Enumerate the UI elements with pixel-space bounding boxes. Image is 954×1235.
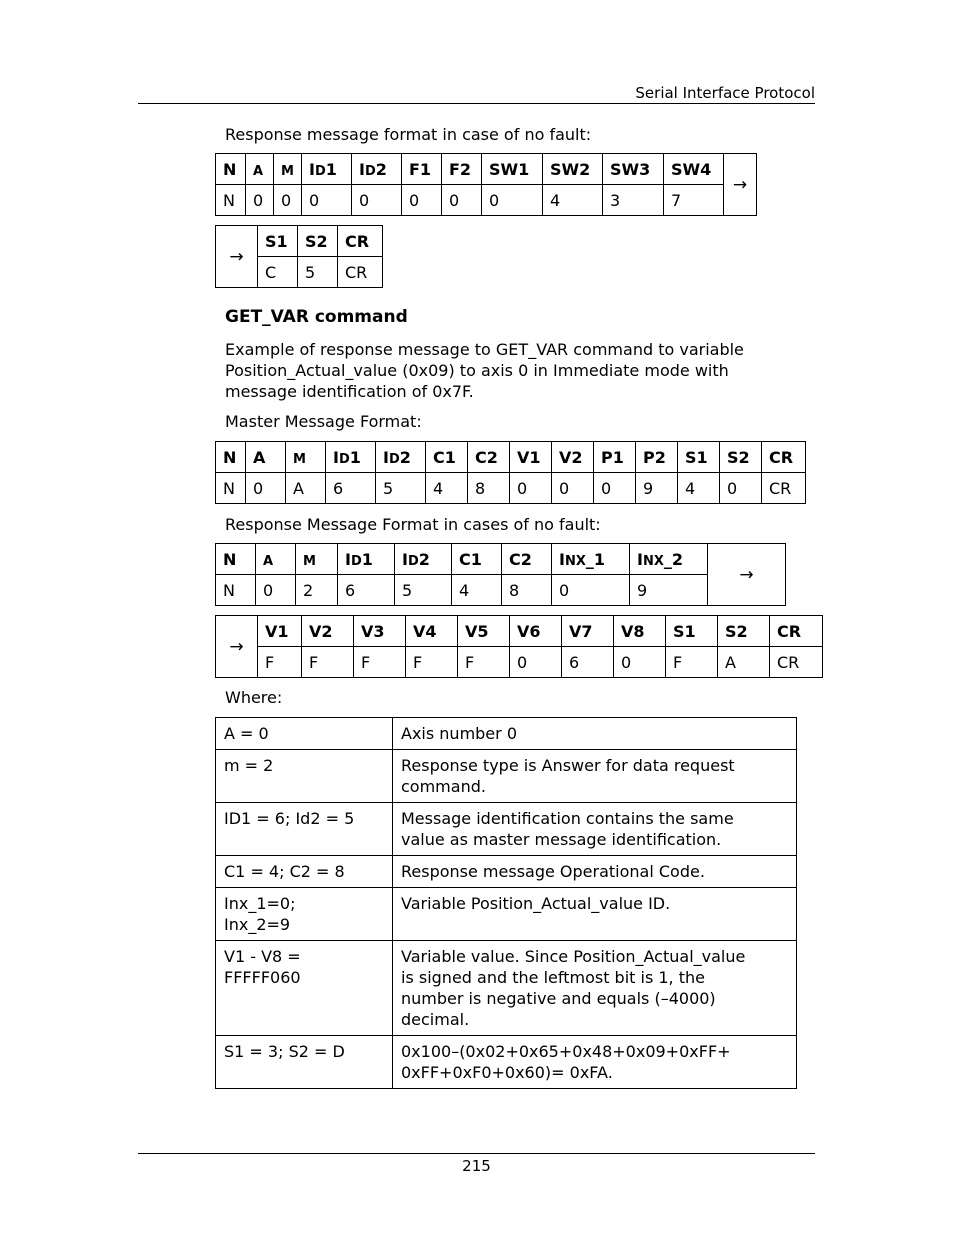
value-cell: 0 (510, 647, 562, 678)
header-cell (352, 154, 402, 185)
description-line: 0xFF+0xF0+0x60)= 0xFA. (401, 1063, 613, 1082)
header-cell: S2 (298, 226, 338, 257)
header-cell (338, 544, 395, 575)
where-row (216, 941, 797, 1036)
header-cell (246, 154, 274, 185)
header-cell (468, 442, 510, 473)
value-cell: 3 (603, 185, 664, 216)
description-line: Message identification contains the same (401, 809, 734, 828)
term-line: C1 = 4; C2 = 8 (224, 862, 345, 881)
header-cell (636, 442, 678, 473)
header-cell: V3 (354, 616, 406, 647)
header-cell (594, 442, 636, 473)
header-cell (664, 154, 724, 185)
where-row (216, 750, 797, 803)
header-cell: V4 (406, 616, 458, 647)
value-cell: 6 (338, 575, 395, 606)
header-cell (274, 154, 302, 185)
header-cell: CR (770, 616, 823, 647)
header-smallcaps: A (263, 553, 274, 569)
header-text: I (309, 159, 315, 179)
header-rule (138, 103, 815, 104)
value-cell: 0 (552, 473, 594, 504)
value-cell: 0 (594, 473, 636, 504)
value-cell: 0 (246, 473, 286, 504)
value-cell: 4 (426, 473, 468, 504)
header-smallcaps: D (364, 163, 376, 179)
header-smallcaps: A (253, 163, 264, 179)
header-suffix: 2 (399, 447, 411, 467)
where-description (393, 856, 797, 888)
value-cell: CR (770, 647, 823, 678)
header-smallcaps: M (281, 163, 294, 179)
value-cell: 0 (720, 473, 762, 504)
header-smallcaps: M (293, 451, 306, 467)
value-cell: CR (762, 473, 806, 504)
header-cell: V8 (614, 616, 666, 647)
value-cell: 6 (562, 647, 614, 678)
term-line: Inx_1=0; (224, 894, 296, 913)
description-line: decimal. (401, 1010, 470, 1029)
term-line: m = 2 (224, 756, 274, 775)
where-description (393, 803, 797, 856)
term-line: S1 = 3; S2 = D (224, 1042, 345, 1061)
header-smallcaps: D (350, 553, 362, 569)
header-smallcaps: D (338, 451, 350, 467)
value-cell: 0 (302, 185, 352, 216)
value-cell: 0 (402, 185, 442, 216)
where-row (216, 856, 797, 888)
term-line: FFFFF060 (224, 968, 301, 987)
value-cell: 9 (630, 575, 708, 606)
header-text: I (383, 447, 389, 467)
get-var-heading: GET_VAR command (225, 307, 408, 327)
where-term (216, 856, 393, 888)
header-text: P2 (643, 447, 666, 467)
header-suffix: _2 (663, 549, 683, 569)
header-text: SW1 (489, 159, 530, 179)
header-text: F1 (409, 159, 432, 179)
where-term (216, 750, 393, 803)
value-cell: 0 (552, 575, 630, 606)
header-cell (376, 442, 426, 473)
description-line: Response message Operational Code. (401, 862, 705, 881)
value-cell: F (406, 647, 458, 678)
header-text: N (223, 447, 237, 467)
header-cell (630, 544, 708, 575)
master-format-label: Master Message Format: (225, 412, 422, 431)
header-cell: CR (338, 226, 383, 257)
header-text: A (253, 447, 266, 467)
header-cell: S1 (666, 616, 718, 647)
description-line: message identification of 0x7F. (225, 382, 474, 401)
term-line: ID1 = 6; Id2 = 5 (224, 809, 355, 828)
header-text: SW3 (610, 159, 651, 179)
header-text: F2 (449, 159, 472, 179)
where-description (393, 718, 797, 750)
header-smallcaps: D (407, 553, 419, 569)
value-cell: 2 (296, 575, 338, 606)
where-description (393, 941, 797, 1036)
where-term (216, 941, 393, 1036)
header-smallcaps: D (314, 163, 326, 179)
value-cell: 0 (482, 185, 543, 216)
description-line: command. (401, 777, 486, 796)
page-number: 215 (462, 1157, 491, 1175)
term-line: Inx_2=9 (224, 915, 291, 934)
arrow-icon: → (724, 154, 757, 216)
description-line: 0x100–(0x02+0x65+0x48+0x09+0xFF+ (401, 1042, 731, 1061)
no-fault-continuation-table (215, 225, 383, 288)
value-cell: F (302, 647, 354, 678)
description-line: Response type is Answer for data request (401, 756, 735, 775)
header-text: SW4 (671, 159, 712, 179)
header-text: V1 (517, 447, 541, 467)
header-smallcaps: D (388, 451, 400, 467)
header-suffix: 2 (375, 159, 387, 179)
header-text: N (223, 159, 237, 179)
header-cell (326, 442, 376, 473)
value-cell: 5 (376, 473, 426, 504)
header-text: I (559, 549, 565, 569)
value-cell: 0 (442, 185, 482, 216)
value-cell: 7 (664, 185, 724, 216)
header-smallcaps: NX (564, 553, 586, 569)
value-cell: 5 (395, 575, 452, 606)
value-cell: 8 (468, 473, 510, 504)
running-header: Serial Interface Protocol (635, 84, 815, 102)
header-cell (543, 154, 603, 185)
description-line: Axis number 0 (401, 724, 517, 743)
value-cell: 8 (502, 575, 552, 606)
value-cell: 5 (298, 257, 338, 288)
header-cell (216, 154, 246, 185)
header-cell (603, 154, 664, 185)
header-cell (286, 442, 326, 473)
value-cell: 4 (543, 185, 603, 216)
header-cell (452, 544, 502, 575)
header-text: S1 (685, 447, 708, 467)
header-cell: V5 (458, 616, 510, 647)
where-row (216, 888, 797, 941)
header-text: N (223, 549, 237, 569)
where-term (216, 718, 393, 750)
value-cell: 4 (452, 575, 502, 606)
get-var-description (225, 339, 744, 402)
where-description (393, 1036, 797, 1089)
value-cell: C (258, 257, 298, 288)
no-fault-response-table (215, 153, 757, 216)
header-text: P1 (601, 447, 624, 467)
value-cell: 9 (636, 473, 678, 504)
header-suffix: _1 (585, 549, 605, 569)
header-suffix: 2 (418, 549, 430, 569)
value-cell: 0 (510, 473, 552, 504)
header-text: C1 (459, 549, 482, 569)
header-cell: S2 (718, 616, 770, 647)
value-cell: N (216, 575, 256, 606)
where-description (393, 888, 797, 941)
response-format-label: Response Message Format in cases of no fault: (225, 515, 601, 534)
where-term (216, 888, 393, 941)
description-line: number is negative and equals (–4000) (401, 989, 716, 1008)
where-row (216, 1036, 797, 1089)
header-suffix: 1 (361, 549, 373, 569)
description-line: Variable Position_Actual_value ID. (401, 894, 671, 913)
value-cell: 0 (352, 185, 402, 216)
header-cell: V6 (510, 616, 562, 647)
arrow-icon: → (708, 544, 786, 606)
header-cell (216, 544, 256, 575)
value-cell: A (718, 647, 770, 678)
where-label: Where: (225, 688, 283, 707)
where-term (216, 1036, 393, 1089)
header-cell (402, 154, 442, 185)
description-line: value as master message identification. (401, 830, 722, 849)
header-smallcaps: M (303, 553, 316, 569)
header-cell (442, 154, 482, 185)
header-text: I (333, 447, 339, 467)
value-cell: F (666, 647, 718, 678)
response-message-table (215, 543, 786, 606)
header-text: I (359, 159, 365, 179)
header-cell (426, 442, 468, 473)
value-cell: A (286, 473, 326, 504)
header-cell (395, 544, 452, 575)
header-cell (256, 544, 296, 575)
header-text: C1 (433, 447, 456, 467)
value-cell: 0 (246, 185, 274, 216)
where-row (216, 718, 797, 750)
term-line: A = 0 (224, 724, 269, 743)
header-cell (302, 154, 352, 185)
where-definitions-table (215, 717, 797, 1089)
header-cell (216, 442, 246, 473)
value-cell: F (458, 647, 510, 678)
value-cell: 0 (614, 647, 666, 678)
header-text: CR (769, 447, 794, 467)
header-cell: S1 (258, 226, 298, 257)
value-cell: 4 (678, 473, 720, 504)
term-line: V1 - V8 = (224, 947, 301, 966)
header-suffix: 1 (325, 159, 337, 179)
arrow-icon: → (216, 616, 258, 678)
header-cell (502, 544, 552, 575)
description-line: Position_Actual_value (0x09) to axis 0 in Immediate mode with (225, 361, 729, 380)
header-text: I (402, 549, 408, 569)
description-line: is signed and the leftmost bit is 1, the (401, 968, 705, 987)
header-text: SW2 (550, 159, 591, 179)
where-description (393, 750, 797, 803)
value-cell: 6 (326, 473, 376, 504)
value-cell: CR (338, 257, 383, 288)
header-text: C2 (475, 447, 498, 467)
header-cell (482, 154, 543, 185)
header-cell (678, 442, 720, 473)
where-term (216, 803, 393, 856)
value-cell: 0 (256, 575, 296, 606)
value-cell: F (354, 647, 406, 678)
header-cell (720, 442, 762, 473)
header-cell: V1 (258, 616, 302, 647)
value-cell: F (258, 647, 302, 678)
arrow-icon: → (216, 226, 258, 288)
description-line: Example of response message to GET_VAR command to variable (225, 340, 744, 359)
no-fault-intro: Response message format in case of no fault: (225, 125, 592, 144)
get-var-heading-wrap (225, 307, 408, 328)
where-row (216, 803, 797, 856)
value-cell: 0 (274, 185, 302, 216)
value-cell: N (216, 185, 246, 216)
description-line: Variable value. Since Position_Actual_value (401, 947, 746, 966)
header-text: V2 (559, 447, 583, 467)
header-text: C2 (509, 549, 532, 569)
header-cell (762, 442, 806, 473)
header-cell (552, 442, 594, 473)
header-text: S2 (727, 447, 750, 467)
header-suffix: 1 (349, 447, 361, 467)
header-cell: V2 (302, 616, 354, 647)
header-cell: V7 (562, 616, 614, 647)
header-smallcaps: NX (642, 553, 664, 569)
header-text: I (637, 549, 643, 569)
header-cell (510, 442, 552, 473)
master-message-table (215, 441, 806, 504)
value-cell: N (216, 473, 246, 504)
header-text: I (345, 549, 351, 569)
header-cell (552, 544, 630, 575)
header-cell (246, 442, 286, 473)
header-cell (296, 544, 338, 575)
response-continuation-table (215, 615, 823, 678)
footer-rule (138, 1153, 815, 1154)
